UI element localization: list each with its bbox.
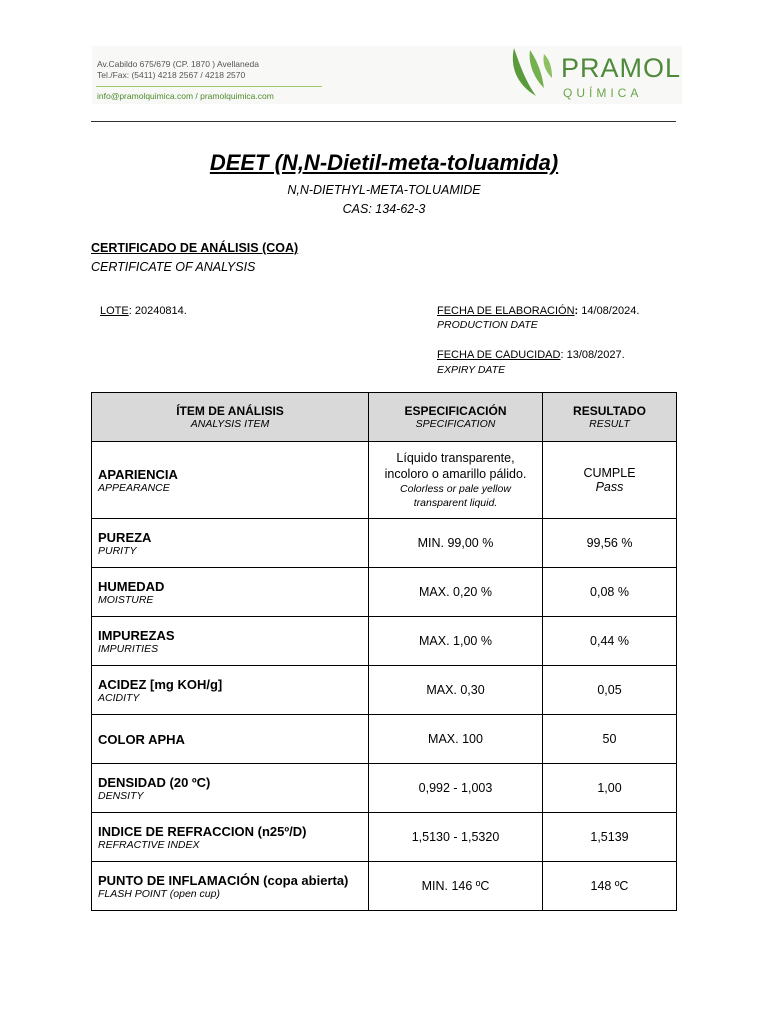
- expiry-date-field: [437, 349, 625, 361]
- result-value: 148 ºC: [590, 879, 629, 893]
- lot-label: LOTE: [100, 305, 129, 317]
- item-cell: [92, 715, 369, 764]
- production-date-field: [437, 305, 639, 317]
- item-name: IMPUREZAS: [98, 627, 175, 643]
- spec-value: 0,992 - 1,003: [418, 781, 493, 795]
- item-name-english: ACIDITY: [98, 691, 140, 704]
- result-cell: [543, 519, 677, 568]
- document-title: DEET (N,N-Dietil-meta-toluamida): [209, 150, 559, 175]
- column-header-specification: [369, 393, 543, 442]
- specification-cell: [369, 568, 543, 617]
- certificate-title: CERTIFICADO DE ANÁLISIS (COA): [91, 241, 299, 255]
- spec-value: MIN. 146 ºC: [421, 879, 490, 893]
- brand-name: PRAMOL: [561, 53, 682, 83]
- specification-cell: [369, 715, 543, 764]
- result-value: CUMPLE: [583, 466, 636, 480]
- lot-field: [100, 305, 187, 317]
- divider: [96, 86, 322, 87]
- spec-line-english: transparent liquid.: [413, 497, 498, 509]
- expiry-date-label: FECHA DE CADUCIDAD: [437, 349, 561, 361]
- brand-subtitle: QUÍMICA: [563, 86, 643, 100]
- result-cell: [543, 617, 677, 666]
- column-header-result: [543, 393, 677, 442]
- spec-value: MAX. 100: [428, 732, 483, 746]
- result-cell: [543, 715, 677, 764]
- address-line: Av.Cabildo 675/679 (CP. 1870 ) Avellaneda: [97, 59, 259, 69]
- phone-line: Tel./Fax: (5411) 4218 2567 / 4218 2570: [97, 70, 246, 80]
- item-cell: [92, 442, 369, 519]
- spec-line-english: Colorless or pale yellow: [400, 483, 511, 495]
- item-name: APARIENCIA: [98, 466, 178, 482]
- spec-value: 1,5130 - 1,5320: [411, 830, 500, 844]
- item-name: INDICE DE REFRACCION (n25º/D): [98, 823, 307, 839]
- result-value: 1,5139: [590, 830, 629, 844]
- specification-cell: [369, 666, 543, 715]
- item-cell: [92, 764, 369, 813]
- item-name-english: DENSITY: [98, 789, 144, 802]
- table-header-row: [92, 393, 677, 442]
- item-name: PUNTO DE INFLAMACIÓN (copa abierta): [98, 872, 349, 888]
- table-row: [92, 519, 677, 568]
- column-header-sublabel: SPECIFICATION: [415, 418, 496, 430]
- item-cell: [92, 862, 369, 911]
- column-header-label: RESULTADO: [573, 404, 646, 418]
- column-header-item: [92, 393, 369, 442]
- specification-cell: [369, 813, 543, 862]
- specification-cell: [369, 862, 543, 911]
- result-value: 0,05: [597, 683, 622, 697]
- analysis-table: [91, 392, 677, 911]
- column-header-sublabel: ANALYSIS ITEM: [190, 418, 270, 430]
- spec-value: MAX. 0,30: [426, 683, 485, 697]
- spec-value: MAX. 0,20 %: [419, 585, 492, 599]
- result-value: 1,00: [597, 781, 622, 795]
- result-value-english: Pass: [595, 480, 624, 494]
- production-date-label: FECHA DE ELABORACIÓN: [437, 305, 575, 317]
- table-row: [92, 568, 677, 617]
- expiry-date-value: : 13/08/2027.: [560, 349, 625, 361]
- result-cell: [543, 764, 677, 813]
- result-value: 99,56 %: [586, 536, 633, 550]
- cas-number: CAS: 134-62-3: [342, 202, 426, 216]
- item-name: PUREZA: [98, 529, 152, 545]
- item-name-english: APPEARANCE: [98, 481, 170, 494]
- result-cell: [543, 862, 677, 911]
- item-name-english: IMPURITIES: [98, 642, 159, 655]
- expiry-date-english: EXPIRY DATE: [437, 364, 506, 376]
- item-name: ACIDEZ [mg KOH/g]: [98, 676, 223, 692]
- result-cell: [543, 813, 677, 862]
- result-cell: [543, 666, 677, 715]
- item-cell: [92, 568, 369, 617]
- production-date-english: PRODUCTION DATE: [437, 319, 538, 331]
- certificate-subtitle: CERTIFICATE OF ANALYSIS: [91, 260, 256, 274]
- contact-link[interactable]: info@pramolquimica.com / pramolquimica.com: [97, 91, 274, 101]
- header-rule: [91, 121, 676, 122]
- item-cell: [92, 519, 369, 568]
- table-row: [92, 442, 677, 519]
- table-row: [92, 764, 677, 813]
- production-date-colon: :: [574, 305, 579, 317]
- leaf-logo-icon: [508, 44, 558, 100]
- item-name-english: PURITY: [98, 544, 137, 557]
- table-row: [92, 862, 677, 911]
- table-row: [92, 617, 677, 666]
- production-date-value: 14/08/2024.: [578, 305, 640, 317]
- spec-line: Líquido transparente,: [396, 451, 515, 465]
- result-value: 0,08 %: [590, 585, 629, 599]
- spec-line: incoloro o amarillo pálido.: [384, 467, 527, 481]
- specification-cell: [369, 442, 543, 519]
- specification-cell: [369, 617, 543, 666]
- item-name-english: FLASH POINT (open cup): [98, 887, 220, 900]
- result-cell: [543, 568, 677, 617]
- result-value: 50: [602, 732, 617, 746]
- item-name-english: REFRACTIVE INDEX: [98, 838, 200, 851]
- column-header-sublabel: RESULT: [589, 418, 630, 430]
- column-header-label: ÍTEM DE ANÁLISIS: [176, 404, 284, 418]
- spec-value: MAX. 1,00 %: [419, 634, 492, 648]
- item-cell: [92, 666, 369, 715]
- table-row: [92, 813, 677, 862]
- lot-value: : 20240814.: [128, 305, 187, 317]
- product-english-name: N,N-DIETHYL-META-TOLUAMIDE: [287, 183, 481, 197]
- table-row: [92, 666, 677, 715]
- spec-value: MIN. 99,00 %: [417, 536, 494, 550]
- item-cell: [92, 813, 369, 862]
- item-name: DENSIDAD (20 ºC): [98, 774, 211, 790]
- item-name-english: MOISTURE: [98, 593, 154, 606]
- table-row: [92, 715, 677, 764]
- column-header-label: ESPECIFICACIÓN: [404, 404, 507, 418]
- item-name: COLOR APHA: [98, 731, 185, 747]
- specification-cell: [369, 519, 543, 568]
- specification-cell: [369, 764, 543, 813]
- item-name: HUMEDAD: [98, 578, 165, 594]
- table-body: [92, 519, 677, 911]
- item-cell: [92, 617, 369, 666]
- result-value: 0,44 %: [590, 634, 629, 648]
- result-cell: [543, 442, 677, 519]
